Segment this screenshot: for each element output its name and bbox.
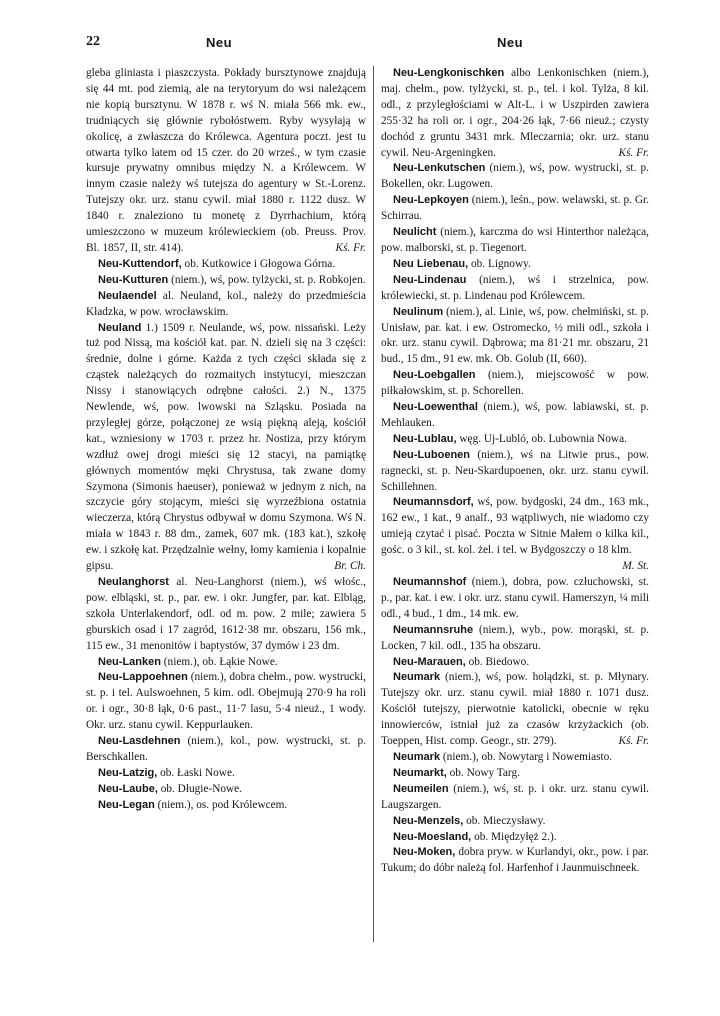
entry-headword: Neu-Legan: [98, 798, 155, 811]
entry-text: al. Neu-Langhorst (niem.), wś włośc., pow. elbląski, st. p., par. ew. i okr. Jungfer, par. kat. Elbląg, szkoła Unterlakendorf, odl. od m. pow. 2 mile; zawiera 5 gburskich osad i 17 zagród, 1612·38 mr. obszaru, 156 mk., 115 ew., 31 menonitów i baptystów, 37 dymów i 23 dm.: [86, 576, 366, 652]
entry-headword: Neu-Menzels,: [393, 814, 464, 827]
dictionary-entry: [86, 782, 366, 798]
entry-text: (niem.), ob. Nowytarg i Nowemiasto.: [442, 750, 613, 763]
dictionary-entry: [381, 766, 649, 782]
dictionary-entry: [86, 289, 366, 321]
entry-headword: Neu-Laube,: [98, 782, 158, 795]
dictionary-entry: [381, 432, 649, 448]
dictionary-entry: [86, 273, 366, 289]
entry-headword: Neu-Lengkonischken: [393, 67, 505, 79]
entry-text: (niem.), wś i strzelnica, pow. królewiecki, st. p. Lindenau pod Królewcem.: [381, 273, 649, 302]
entry-text: gleba gliniasta i piaszczysta. Pokłady bursztynowe znajdują się 44 mt. pod ziemią, ale na terytoryum do wsi należącem nie kopią bursztynu. W 1878 r. wś N. miała 566 mk. ew., trudniących się głównie rybołóstwem. Ryby wysyłają w okolicę, a zwłaszcza do Królewca. Agentura poczt. jest tu otwarta tylko latem od 15 czer. do 20 wrześ., w tym czasie kursuje prywatny omnibus między N. a Królewcem. W innym czasie należy wś tutejsza do agentury w St.-Lorenz. Tutejszy okr. urz. stanu cywil. miał 1880 r. 1122 dusz. W 1840 r. znaleziono tu monetę z Dyrrhachium, którą umieszczono w muzeum królewieckiem (ob. Preuss. Prov. Bl. 1857, II, str. 414).: [86, 67, 366, 254]
entry-headword: Neu-Lasdehnen: [98, 735, 181, 748]
page-header: [86, 34, 686, 52]
entry-text: (niem.), ob. Łąkie Nowe.: [163, 655, 278, 668]
dictionary-entry: [381, 225, 649, 257]
dictionary-entry: [381, 193, 649, 225]
left-column: [86, 66, 366, 814]
page-number: 22: [86, 34, 100, 49]
dictionary-entry: [381, 400, 649, 432]
entry-headword: Neu-Lenkutschen: [393, 162, 486, 175]
entry-headword: Neulaendel: [98, 289, 157, 302]
entry-headword: Neumarkt,: [393, 766, 447, 779]
entry-signature: Br. Ch.: [334, 560, 366, 573]
dictionary-entry: [381, 845, 649, 877]
entry-headword: Neu-Lublau,: [393, 432, 457, 445]
running-head-right: Neu: [497, 35, 524, 50]
dictionary-entry: [86, 257, 366, 273]
entry-text: 1.) 1509 r. Neulande, wś, pow. nissański. Leży tuż pod Nissą, ma kościół kat. par. N. dzieli się na 3 części: średnie, dolne i górne. Każda z tych części składa się z cząstek należących do rozmaitych instytucyi, mieszczan Nissy i stanowiących odrębne całości. 2.) N., 1375 Newlende, wś, pow. lwowski na Szląsku. Posiada na przyległej górze, połączonej ze wsią piękną aleją, kościół kat., wzniesiony w 1703 r. przez hr. Nostiza, przy którym wzdłuż owej drogi mieści się 12 stacyi, na pamiątkę głównych momentów męki Chrystusa, tak zwane domy Szymona (Simonis haeuser), ponieważ w jednym z nich, na szczycie góry stojącym, mieści się wyrzeźbiona ostatnia wieczerza, którą Chrystus odbywał w domu Szymona. Wś N. miała w 1843 r. 88 dm., zamek, 607 mk. (183 kat.), szkołę ew. i szkołę kat. Przędzalnie wełny, łomy kamienia i kopalnie gipsu.: [86, 321, 367, 573]
entry-text: ob. Długie-Nowe.: [160, 782, 242, 795]
dictionary-entry: [381, 257, 649, 273]
dictionary-entry: [381, 782, 649, 814]
entry-headword: Neumannsdorf,: [393, 496, 474, 509]
entry-text: (niem.), wś, pow. labiawski, st. p. Mehlauken.: [381, 401, 649, 429]
entry-text: (niem.), leśn., pow. welawski, st. p. Gr. Schirrau.: [381, 194, 650, 223]
entry-signature: Kś. Fr.: [618, 735, 649, 748]
entry-text: ob. Mieczysławy.: [466, 814, 546, 827]
entry-text: (niem.), wś, pow. wystrucki, st. p. Bokellen, okr. Lugowen.: [381, 162, 650, 191]
entry-text: ob. Lignowy.: [471, 257, 531, 270]
entry-headword: Neu-Kuttendorf,: [98, 257, 182, 270]
entry-text: (niem.), al. Linie, wś, pow. chełmiński, st. p. Unisław, par. kat. i ew. Ostromecko, ½ mili odl., szkoła i okr. urz. stanu cywil. Dąbrowa; ma 81·21 mr. obszaru, 21 bud., 15 dm., 91 ew. mk. Ob. Golub (II, 660).: [381, 305, 650, 366]
entry-text: (niem.), dobra chełm., pow. wystrucki, st. p. i tel. Aulswoehnen, 5 kim. odl. Obejmują 270·9 ha roli or. i ogr., 30·8 łąk, 0·6 past., 11·7 lasu, 5·4 nieuż., 1 wody. Okr. urz. stanu cywil. Keppurlauken.: [86, 671, 367, 732]
dictionary-entry: [381, 448, 649, 496]
entry-headword: Neu-Moesland,: [393, 830, 472, 843]
dictionary-entry: [381, 670, 649, 750]
dictionary-entry: [381, 66, 649, 161]
entry-text: albo Lenkonischken (niem.), maj. chełm., pow. tylżycki, st. p., tel. i kol. Tylża, 8 kil. odl., z przyległościami w Alt-L. i w Uszpirden zawiera 255·32 ha roli or. i ogr., 204·26 łąk, 7·66 nieuż.; czysty dochód z gruntu 3431 mrk. Mleczarnia; okr. urz. stanu cywil. Neu-Argeningken.: [381, 67, 649, 159]
dictionary-entry: [86, 670, 366, 734]
entry-text: (niem.), os. pod Królewcem.: [157, 798, 288, 811]
dictionary-entry: [381, 830, 649, 846]
dictionary-entry: [86, 798, 366, 814]
dictionary-entry: [381, 575, 649, 623]
dictionary-entry: [381, 750, 649, 766]
entry-text: wś, pow. bydgoski, 24 dm., 163 mk., 162 ew., 1 kat., 9 analf., 93 wątpliwych, nie wiadomo czy umieją czytać i pisać. Poczta w Sitnie Małem o kilka kil., gośc. o 3 kil., st. kol. żel. i tel. w Bydgoszczy o 18 klm.: [381, 496, 650, 557]
entry-text: ob. Międzyłęż 2.).: [474, 830, 557, 843]
entry-text: ob. Biedowo.: [468, 655, 530, 668]
dictionary-entry: [86, 66, 366, 257]
dictionary-entry: [86, 575, 366, 655]
entry-text: (niem.), wś, pow. holądzki, st. p. Młynary. Tutejszy okr. urz. stanu cywil. miał 1880 r. 1071 dusz. Kościół tutejszy, pierwotnie katolicki, obecnie w ręku innowierców, istniał już za czasów krzyżackich (ob. Toeppen, Hist. comp. Geogr., str. 279).: [381, 671, 650, 748]
entry-text: al. Neuland, kol., należy do przedmieścia Kładzka, w pow. wrocławskim.: [86, 289, 366, 318]
entry-headword: Neulinum: [393, 305, 444, 318]
entry-text: ob. Kutkowice i Głogowa Górna.: [184, 257, 336, 270]
right-column: [381, 66, 649, 877]
entry-headword: Neu-Moken,: [393, 846, 456, 859]
entry-headword: Neu-Latzig,: [98, 766, 158, 779]
entry-text: (niem.), dobra, pow. człuchowski, st. p., par. kat. i ew. i okr. urz. stanu cywil. Hamerszyn, ¼ mili odl., 4 bud., 1 dm., 14 mk. ew.: [381, 576, 649, 620]
entry-headword: Neumark: [393, 750, 441, 763]
entry-text: ob. Łaski Nowe.: [160, 766, 235, 779]
dictionary-entry: [86, 766, 366, 782]
entry-headword: Neu-Lappoehnen: [98, 671, 188, 684]
dictionary-entry: [86, 321, 366, 576]
dictionary-entry: [381, 814, 649, 830]
dictionary-entry: [381, 623, 649, 655]
entry-headword: Neu-Kutturen: [98, 273, 169, 286]
dictionary-entry: [381, 161, 649, 193]
entry-text: dobra pryw. w Kurlandyi, okr., pow. i par. Tukum; do dóbr należą fol. Harfenhof i Jaunmuischneek.: [381, 846, 649, 875]
dictionary-entry: [86, 734, 366, 766]
entry-text: ob. Nowy Targ.: [449, 766, 520, 779]
entry-headword: Neu-Lindenau: [393, 273, 467, 286]
entry-headword: Neumark: [393, 671, 441, 684]
entry-headword: Neu-Loebgallen: [393, 369, 476, 382]
entry-signature: Kś. Fr.: [335, 241, 366, 254]
dictionary-entry: [381, 495, 649, 575]
dictionary-entry: [381, 273, 649, 305]
dictionary-entry: [381, 305, 649, 369]
entry-signature: Kś. Fr.: [618, 146, 649, 159]
entry-headword: Neu-Lepkoyen: [393, 194, 469, 207]
entry-text: (niem.), wś, pow. tylżycki, st. p. Robkojen.: [171, 273, 366, 286]
entry-text: (niem.), wś, st. p. i okr. urz. stanu cywil. Laugszargen.: [381, 782, 650, 811]
entry-headword: Neulanghorst: [98, 576, 169, 588]
entry-text: (niem.), wyb., pow. morąski, st. p. Locken, 7 kil. odl., 135 ha obszaru.: [381, 623, 649, 652]
running-head-left: Neu: [206, 35, 233, 50]
entry-signature: M. St.: [622, 560, 649, 573]
entry-headword: Neumannshof: [393, 576, 467, 588]
entry-text: (niem.), kol., pow. wystrucki, st. p. Berschkallen.: [86, 735, 366, 763]
entry-headword: Neulicht: [393, 226, 437, 239]
column-divider: [373, 66, 374, 942]
entry-headword: Neu-Marauen,: [393, 655, 466, 668]
entry-text: (niem.), wś na Litwie prus., pow. ragnecki, st. p. Neu-Skardupoenen, okr. urz. stanu cywil. Schillehnen.: [381, 448, 649, 493]
dictionary-entry: [86, 655, 366, 671]
entry-text: węg. Uj-Lubló, ob. Lubownia Nowa.: [459, 432, 627, 445]
entry-text: (niem.), miejscowość w pow. piłkałowskim, st. p. Schorellen.: [381, 369, 649, 398]
entry-headword: Neu-Loewenthal: [393, 401, 478, 414]
dictionary-entry: [381, 368, 649, 400]
entry-headword: Neumeilen: [393, 782, 449, 795]
entry-headword: Neu-Luboenen: [393, 448, 470, 461]
entry-headword: Neu-Lanken: [98, 655, 161, 668]
entry-headword: Neuland: [98, 321, 142, 334]
entry-headword: Neumannsruhe: [393, 623, 474, 636]
dictionary-entry: [381, 655, 649, 671]
entry-headword: Neu Liebenau,: [393, 257, 469, 270]
entry-text: (niem.), karczma do wsi Hinterthor należąca, pow. malborski, st. p. Tiegenort.: [381, 226, 649, 254]
